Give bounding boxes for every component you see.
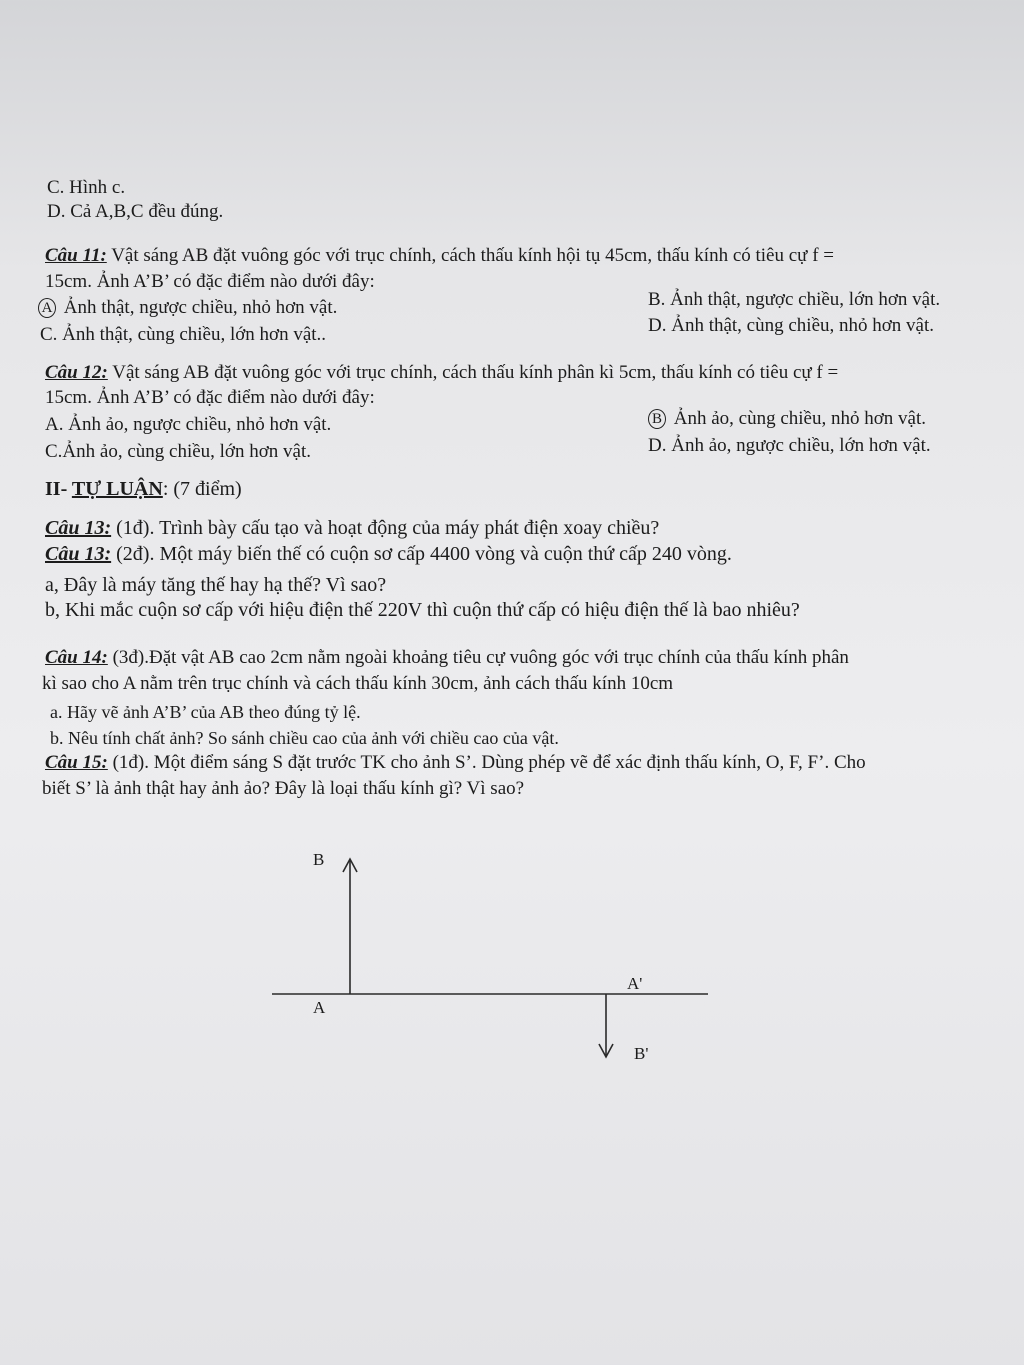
- q13a-label: Câu 13:: [45, 517, 112, 539]
- q11-label: Câu 11:: [45, 245, 107, 266]
- q11-answer-circle: A: [38, 298, 56, 318]
- q13b-part-a: a, Đây là máy tăng thế hay hạ thế? Vì sao?: [45, 574, 387, 596]
- q14-text: (3đ).Đặt vật AB cao 2cm nằm ngoài khoảng tiêu cự vuông góc với trục chính của thấu kính phân: [107, 647, 849, 668]
- q11-option-a-text: Ảnh thật, ngược chiều, nhỏ hơn vật.: [59, 297, 338, 318]
- section-suffix: : (7 điểm): [162, 478, 242, 500]
- q12-stem-line2: 15cm. Ảnh A’B’ có đặc điểm nào dưới đây:: [45, 387, 375, 408]
- q15-label: Câu 15:: [45, 752, 108, 773]
- label-a-prime: A': [627, 974, 643, 993]
- q12-label: Câu 12:: [45, 362, 108, 383]
- q13b-text: (2đ). Một máy biến thế có cuộn sơ cấp 4400 vòng và cuộn thứ cấp 240 vòng.: [111, 543, 732, 565]
- label-b-prime: B': [634, 1044, 649, 1063]
- q13a-text: (1đ). Trình bày cấu tạo và hoạt động của máy phát điện xoay chiều?: [111, 517, 660, 539]
- q11-option-b: B. Ảnh thật, ngược chiều, lớn hơn vật.: [648, 289, 941, 310]
- section-title: TỰ LUẬN: [71, 478, 163, 500]
- q12-answer-circle: B: [648, 409, 666, 429]
- q14-label: Câu 14:: [45, 647, 108, 668]
- q13b-part-b: b, Khi mắc cuộn sơ cấp với hiệu điện thế 220V thì cuộn thứ cấp có hiệu điện thế là bao nhiêu?: [45, 599, 800, 621]
- label-b: B: [313, 850, 325, 869]
- q12-option-c: C.Ảnh ảo, cùng chiều, lớn hơn vật.: [45, 441, 311, 462]
- prev-option-c: C. Hình c.: [47, 177, 126, 198]
- q11-text: Vật sáng AB đặt vuông góc với trục chính, cách thấu kính hội tụ 45cm, thấu kính có tiêu cự f =: [106, 245, 835, 266]
- section-prefix: II-: [45, 478, 72, 500]
- q13b-label: Câu 13:: [45, 543, 112, 565]
- prev-option-d: D. Cả A,B,C đều đúng.: [47, 201, 224, 222]
- q15-stem-line2: biết S’ là ảnh thật hay ảnh ảo? Đây là loại thấu kính gì? Vì sao?: [42, 778, 525, 799]
- q11-option-c: C. Ảnh thật, cùng chiều, lớn hơn vật..: [40, 324, 327, 345]
- q12-option-a: A. Ảnh ảo, ngược chiều, nhỏ hơn vật.: [45, 414, 332, 435]
- label-a: A: [313, 998, 326, 1017]
- q12-option-d: D. Ảnh ảo, ngược chiều, lớn hơn vật.: [648, 435, 931, 456]
- q14-part-b: b. Nêu tính chất ảnh? So sánh chiều cao của ảnh với chiều cao của vật.: [50, 728, 559, 748]
- q15-text: (1đ). Một điểm sáng S đặt trước TK cho ảnh S’. Dùng phép vẽ để xác định thấu kính, O, F, F’. Cho: [107, 752, 866, 773]
- q11-option-d: D. Ảnh thật, cùng chiều, nhỏ hơn vật.: [648, 315, 935, 336]
- q14-stem-line2: kì sao cho A nằm trên trục chính và cách thấu kính 30cm, ảnh cách thấu kính 10cm: [42, 673, 674, 694]
- q11-stem-line2: 15cm. Ảnh A’B’ có đặc điểm nào dưới đây:: [45, 271, 375, 292]
- q12-option-b-text: Ảnh ảo, cùng chiều, nhỏ hơn vật.: [669, 408, 926, 429]
- q14-part-a: a. Hãy vẽ ảnh A’B’ của AB theo đúng tỷ lệ.: [50, 702, 361, 722]
- q12-text: Vật sáng AB đặt vuông góc với trục chính, cách thấu kính phân kì 5cm, thấu kính có tiêu cự f =: [107, 362, 839, 383]
